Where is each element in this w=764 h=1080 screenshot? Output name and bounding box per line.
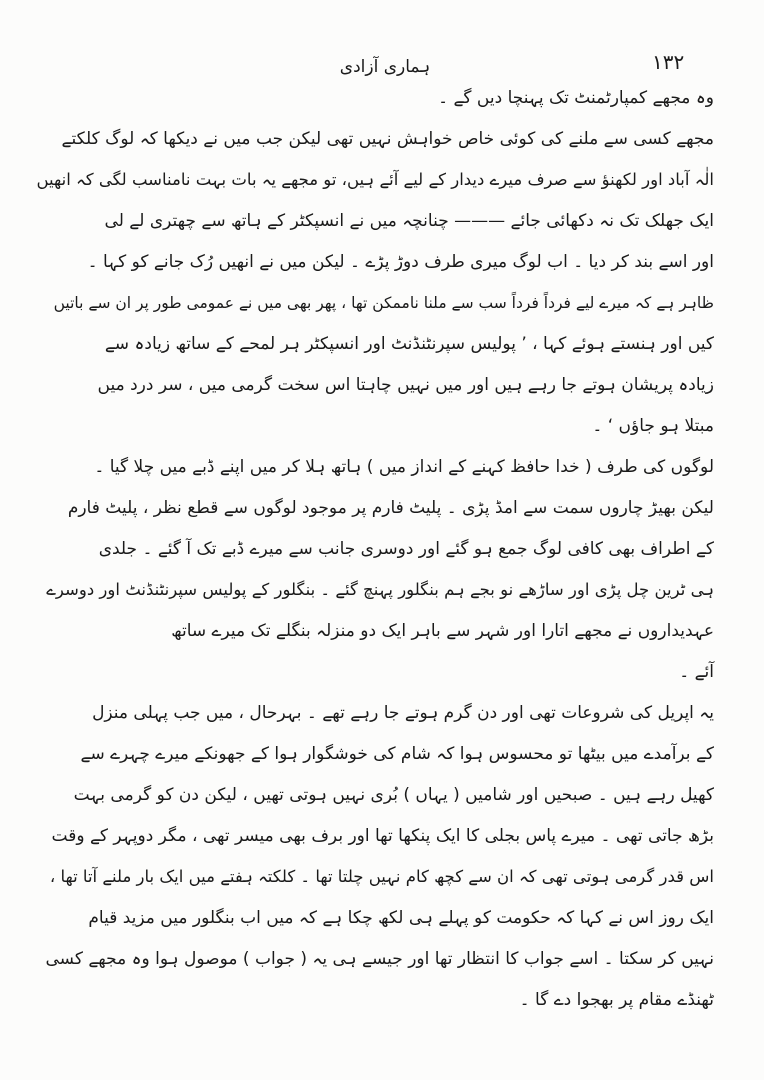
running-title: ہماری آزادی (339, 57, 431, 77)
text-line: مبتلا ہو جاؤں ‘ ۔ (592, 416, 714, 436)
text-line: لوگوں کی طرف ( خدا حافظ کہنے کے انداز میں ) ہاتھ ہلا کر میں اپنے ڈبے میں چلا گیا ۔ (94, 457, 714, 477)
text-line: کھیل رہے ہیں ۔ صبحیں اور شامیں ( یہاں ) بُری نہیں ہوتی تھیں ، لیکن دن کو گرمی بہت (73, 785, 714, 805)
text-line: یہ اپریل کی شروعات تھی اور دن گرم ہوتے جا رہے تھے ۔ بہرحال ، میں جب پہلی منزل (92, 703, 714, 723)
text-line: مجھے کسی سے ملنے کی کوئی خاص خواہش نہیں تھی لیکن جب میں نے دیکھا کہ لوگ کلکتے (61, 129, 714, 149)
text-line: اور اسے بند کر دیا ۔ اب لوگ میری طرف دوڑ پڑے ۔ لیکن میں نے انھیں رُک جانے کو کہا ۔ (87, 252, 714, 272)
text-line: بڑھ جاتی تھی ۔ میرے پاس بجلی کا ایک پنکھا تھا اور برف بھی میسر تھی ، مگر دوپہر کے وقت (51, 826, 714, 846)
text-line: ہی ٹرین چل پڑی اور ساڑھے نو بجے ہم بنگلور پہنچ گئے ۔ بنگلور کے پولیس سپرنٹنڈنٹ اور دوسرے (46, 580, 714, 599)
page-number: ۱۳۲ (652, 50, 685, 74)
text-line: وہ مجھے کمپارٹمنٹ تک پہنچا دیں گے ۔ (438, 88, 714, 108)
text-line: الٰہ آباد اور لکھنؤ سے صرف میرے دیدار کے لیے آئے ہیں، تو مجھے یہ بات بہت نامناسب لگی کہ انھیں (36, 170, 714, 189)
text-line: اس قدر گرمی ہوتی تھی کہ ان سے کچھ کام نہیں چلتا تھا ۔ کلکتہ ہفتے میں ایک بار ملنے آتا تھا ، (49, 867, 714, 886)
text-line: آئے ۔ (679, 662, 714, 682)
text-line: کے اطراف بھی کافی لوگ جمع ہو گئے اور دوسری جانب سے میرے ڈبے تک آ گئے ۔ جلدی (98, 539, 714, 559)
text-line: نہیں کر سکتا ۔ اسے جواب کا انتظار تھا اور جیسے ہی یہ ( جواب ) موصول ہوا وہ مجھے کسی (45, 949, 714, 969)
text-line: ایک جھلک تک نہ دکھائی جائے ——— چنانچہ میں نے انسپکٹر کے ہاتھ سے چھتری لے لی (104, 211, 714, 231)
text-line: لیکن بھیڑ چاروں سمت سے امڈ پڑی ۔ پلیٹ فارم پر موجود لوگوں سے قطع نظر ، پلیٹ فارم (67, 498, 714, 518)
text-line: ایک روز اس نے کہا کہ حکومت کو پہلے ہی لکھ چکا ہے کہ میں اب بنگلور میں مزید قیام (88, 908, 714, 928)
text-line: کیں اور ہنستے ہوئے کہا ، ’ پولیس سپرنٹنڈنٹ اور انسپکٹر ہر لمحے کے ساتھ زیادہ سے (104, 334, 714, 354)
text-line: زیادہ پریشان ہوتے جا رہے ہیں اور میں نہیں چاہتا اس سخت گرمی میں ، سر درد میں (97, 375, 714, 395)
text-line: عہدیداروں نے مجھے اتارا اور شہر سے باہر ایک دو منزلہ بنگلے تک میرے ساتھ (171, 621, 714, 641)
text-line: کے برآمدے میں بیٹھا تو محسوس ہوا کہ شام کی خوشگوار ہوا کے جھونکے میرے چہرے سے (80, 744, 714, 764)
text-line: ٹھنڈے مقام پر بھجوا دے گا ۔ (519, 990, 714, 1010)
text-line: ظاہر ہے کہ میرے لیے فرداً فرداً سب سے ملنا ناممکن تھا ، پھر بھی میں نے عمومی طور پر ان سے باتیں (53, 294, 714, 312)
